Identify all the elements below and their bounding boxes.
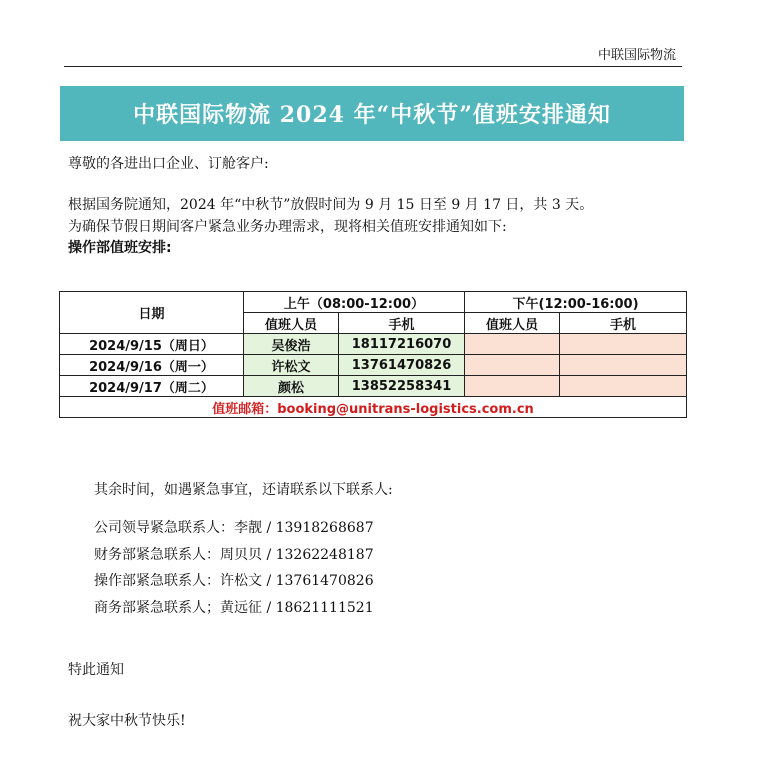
- am-staff: 吴俊浩: [244, 334, 339, 355]
- email-row: [60, 397, 687, 418]
- page-title: 中联国际物流 2024 年“中秋节”值班安排通知: [133, 102, 611, 128]
- contact-item: 财务部紧急联系人：周贝贝 / 13262248187: [94, 547, 374, 563]
- section-heading: 操作部值班安排:: [68, 240, 172, 256]
- closing-wish: 祝大家中秋节快乐!: [68, 713, 186, 729]
- pm-staff-header: 值班人员: [465, 313, 560, 334]
- am-staff-header: 值班人员: [244, 313, 339, 334]
- pm-phone-header: 手机: [560, 313, 687, 334]
- greeting: 尊敬的各进出口企业、订舱客户:: [68, 156, 269, 172]
- pm-phone: [560, 334, 687, 355]
- am-phone: 13852258341: [339, 376, 465, 397]
- pm-staff: [465, 334, 560, 355]
- header-company: 中联国际物流: [597, 48, 676, 63]
- pm-phone: [560, 376, 687, 397]
- pm-staff: [465, 355, 560, 376]
- table-header-row: [60, 292, 687, 313]
- contacts-intro: 其余时间，如遇紧急事宜，还请联系以下联系人:: [94, 482, 393, 498]
- pm-header: 下午(12:00-16:00): [465, 292, 687, 313]
- duty-email: 值班邮箱：booking@unitrans-logistics.com.cn: [60, 397, 687, 418]
- pm-staff: [465, 376, 560, 397]
- closing-notice: 特此通知: [68, 662, 124, 678]
- am-staff: 许松文: [244, 355, 339, 376]
- am-staff: 颜松: [244, 376, 339, 397]
- am-phone-header: 手机: [339, 313, 465, 334]
- row-date: 2024/9/16（周一）: [60, 355, 244, 376]
- header-divider: [64, 66, 682, 67]
- pm-phone: [560, 355, 687, 376]
- table-row: [60, 334, 687, 355]
- am-phone: 18117216070: [339, 334, 465, 355]
- holiday-notice: 根据国务院通知，2024 年“中秋节”放假时间为 9 月 15 日至 9 月 17 日，共 3 天。: [68, 197, 594, 213]
- am-header: 上午（08:00-12:00）: [244, 292, 465, 313]
- title-banner: [60, 86, 684, 141]
- contact-item: 商务部紧急联系人；黄远征 / 18621111521: [94, 600, 374, 616]
- contact-item: 操作部紧急联系人：许松文 / 13761470826: [94, 573, 374, 589]
- row-date: 2024/9/15（周日）: [60, 334, 244, 355]
- arrangement-intro: 为确保节假日期间客户紧急业务办理需求，现将相关值班安排通知如下:: [68, 219, 507, 235]
- date-header: 日期: [60, 292, 244, 334]
- duty-table: [59, 291, 687, 418]
- table-row: [60, 376, 687, 397]
- row-date: 2024/9/17（周二）: [60, 376, 244, 397]
- table-row: [60, 355, 687, 376]
- am-phone: 13761470826: [339, 355, 465, 376]
- contact-item: 公司领导紧急联系人：李靓 / 13918268687: [94, 520, 374, 536]
